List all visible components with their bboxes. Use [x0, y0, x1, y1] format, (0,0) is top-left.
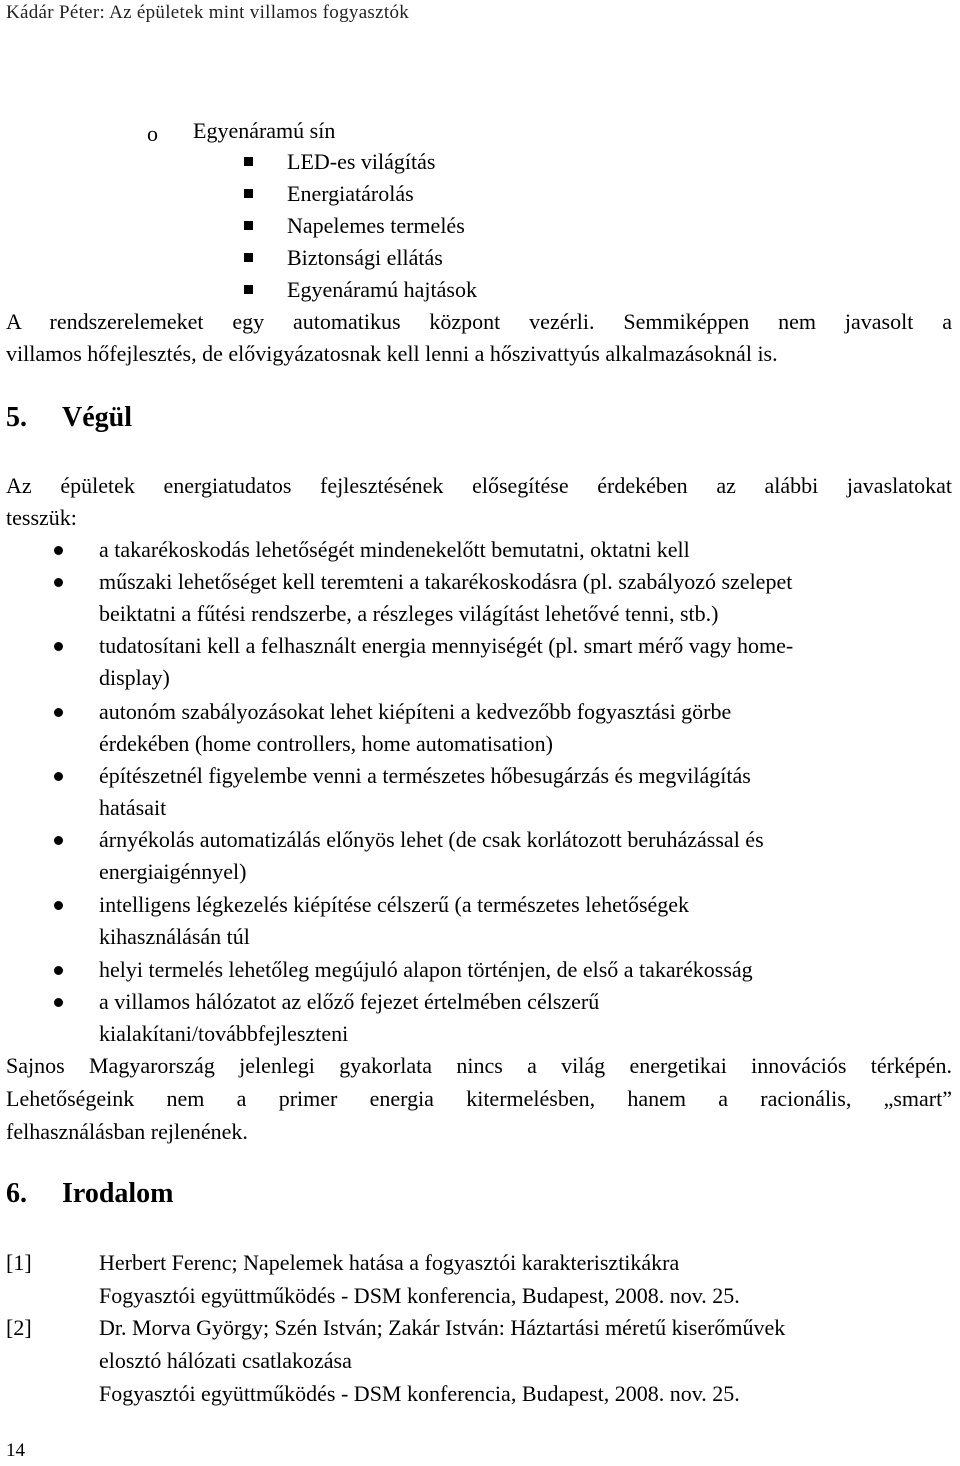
dc-list-item: Energiatárolás — [287, 181, 414, 206]
square-bullet-icon — [244, 253, 253, 262]
paragraph-line: Sajnos Magyarország jelenlegi gyakorlata nincs a világ energetikai innovációs térképén. — [6, 1053, 952, 1078]
reference-line: Herbert Ferenc; Napelemek hatása a fogyasztói karakterisztikákra — [99, 1250, 680, 1275]
list-item-line: érdekében (home controllers, home automatisation) — [99, 731, 553, 756]
reference-line: Dr. Morva György; Szén István; Zakár István: Háztartási méretű kiserőművek — [99, 1315, 786, 1340]
square-bullet-icon — [244, 189, 253, 198]
paragraph-line: Az épületek energiatudatos fejlesztésének elősegítése érdekében az alábbi javaslatokat — [6, 473, 952, 498]
list-item-line: kihasználásán túl — [99, 924, 250, 949]
bullet-dot-icon — [54, 708, 63, 717]
square-bullet-icon — [244, 157, 253, 166]
bullet-dot-icon — [54, 836, 63, 845]
bullet-dot-icon — [54, 546, 63, 555]
list-item-line: a takarékoskodás lehetőségét mindenekelőtt bemutatni, oktatni kell — [99, 537, 690, 562]
bullet-dot-icon — [54, 966, 63, 975]
dc-list-item: Egyenáramú hajtások — [287, 277, 477, 302]
list-item-line: autonóm szabályozásokat lehet kiépíteni a kedvezőbb fogyasztási görbe — [99, 699, 732, 724]
list-item-line: display) — [99, 665, 170, 690]
bullet-dot-icon — [54, 998, 63, 1007]
reference-line: Fogyasztói együttműködés - DSM konferencia, Budapest, 2008. nov. 25. — [99, 1283, 740, 1308]
reference-line: Fogyasztói együttműködés - DSM konferencia, Budapest, 2008. nov. 25. — [99, 1381, 740, 1406]
list-item-line: árnyékolás automatizálás előnyös lehet (de csak korlátozott beruházással és — [99, 827, 764, 852]
list-item-line: energiaigénnyel) — [99, 859, 247, 884]
reference-label: [1] — [6, 1250, 32, 1275]
dc-list-item: Napelemes termelés — [287, 213, 465, 238]
list-item-line: beiktatni a fűtési rendszerbe, a részleges világítást lehetővé tenni, stb.) — [99, 601, 719, 626]
list-item-line: a villamos hálózatot az előző fejezet értelmében célszerű — [99, 989, 600, 1014]
list-item-line: építészetnél figyelembe venni a természetes hőbesugárzás és megvilágítás — [99, 763, 751, 788]
section-title: Irodalom — [62, 1178, 174, 1209]
paragraph-line: A rendszerelemeket egy automatikus központ vezérli. Semmiképpen nem javasolt a — [6, 309, 952, 334]
dc-list-item: Biztonsági ellátás — [287, 245, 443, 270]
bullet-dot-icon — [54, 578, 63, 587]
section-number: 6. — [6, 1178, 27, 1209]
reference-label: [2] — [6, 1315, 32, 1340]
bullet-dot-icon — [54, 901, 63, 910]
bullet-dot-icon — [54, 642, 63, 651]
running-header: Kádár Péter: Az épületek mint villamos fogyasztók — [6, 2, 410, 23]
list-item-line: helyi termelés lehetőleg megújuló alapon történjen, de első a takarékosság — [99, 957, 753, 982]
paragraph-line: Lehetőségeink nem a primer energia kitermelésben, hanem a racionális, „smart” — [6, 1086, 952, 1111]
reference-line: elosztó hálózati csatlakozása — [99, 1348, 352, 1373]
bullet-dot-icon — [54, 772, 63, 781]
paragraph-line: felhasználásban rejlenének. — [6, 1119, 248, 1144]
square-bullet-icon — [244, 221, 253, 230]
square-bullet-icon — [244, 285, 253, 294]
paragraph-line: villamos hőfejlesztés, de elővigyázatosnak kell lenni a hőszivattyús alkalmazásoknál is. — [6, 341, 778, 366]
list-item-line: intelligens légkezelés kiépítése célszerű (a természetes lehetőségek — [99, 892, 690, 917]
list-item-line: műszaki lehetőséget kell teremteni a takarékoskodásra (pl. szabályozó szelepet — [99, 569, 793, 594]
dc-list-item: LED-es világítás — [287, 149, 436, 174]
page-number: 14 — [6, 1440, 25, 1461]
section-title: Végül — [62, 402, 132, 433]
list-item-line: tudatosítani kell a felhasznált energia mennyiségét (pl. smart mérő vagy home- — [99, 633, 794, 658]
section-number: 5. — [6, 402, 27, 433]
list-item-line: hatásait — [99, 795, 167, 820]
list-bullet-circle: o — [147, 121, 158, 146]
dc-list-title: Egyenáramú sín — [193, 118, 336, 143]
paragraph-line: tesszük: — [6, 505, 77, 530]
list-item-line: kialakítani/továbbfejleszteni — [99, 1021, 349, 1046]
